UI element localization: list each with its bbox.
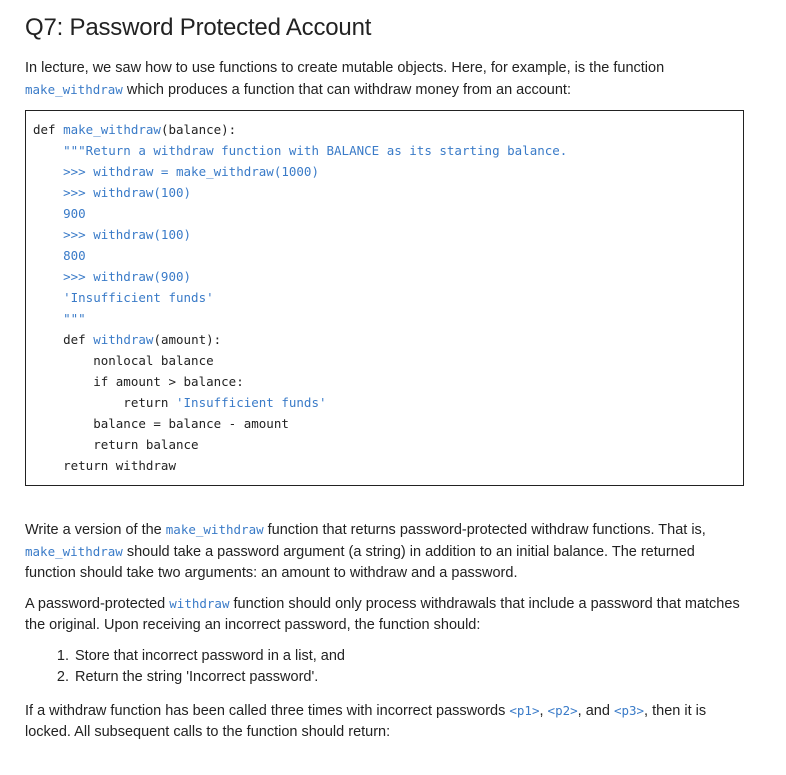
p4-code-p1: <p1> xyxy=(509,703,540,718)
code-token: withdraw xyxy=(93,332,154,347)
code-token: return withdraw xyxy=(33,458,176,473)
code-line xyxy=(33,161,743,182)
code-line xyxy=(33,329,743,350)
p2-text-c: should take a password argument (a string) in addition to an initial balance. The returned function should take two arguments: an amount to withdraw and a password. xyxy=(25,544,695,581)
intro-text-after: which produces a function that can withdraw money from an account: xyxy=(122,82,571,98)
code-token: 900 xyxy=(33,206,86,221)
intro-code-make-withdraw: make_withdraw xyxy=(25,82,123,97)
list-item: 1. Store that incorrect password in a list, and xyxy=(73,646,345,667)
code-line xyxy=(33,350,743,371)
code-line xyxy=(33,182,743,203)
code-token: return balance xyxy=(33,437,199,452)
code-line xyxy=(33,266,743,287)
code-token: >>> withdraw(100) xyxy=(33,227,192,242)
code-token: (amount): xyxy=(153,332,222,347)
code-line xyxy=(33,287,743,308)
code-line xyxy=(33,224,743,245)
p4-text-b: , xyxy=(539,703,548,719)
incorrect-password-steps-list xyxy=(25,646,345,688)
p3-text-a: A password-protected xyxy=(25,596,170,612)
list-item: 2. Return the string 'Incorrect password'. xyxy=(73,667,345,688)
code-line xyxy=(33,392,743,413)
code-token: >>> withdraw(900) xyxy=(33,269,192,284)
code-block xyxy=(25,110,744,486)
code-token: nonlocal balance xyxy=(33,353,214,368)
instructions-paragraph xyxy=(25,519,747,584)
lockout-paragraph xyxy=(25,700,747,743)
code-line xyxy=(33,455,743,476)
code-line xyxy=(33,434,743,455)
p4-code-p3: <p3> xyxy=(613,703,645,718)
code-token: return xyxy=(33,395,176,410)
code-token: make_withdraw xyxy=(63,122,161,137)
code-line xyxy=(33,245,743,266)
p4-text-c: , and xyxy=(577,703,614,719)
code-token: def xyxy=(33,122,64,137)
p2-code-make-withdraw-2: make_withdraw xyxy=(25,544,123,559)
code-token: 800 xyxy=(33,248,86,263)
p2-text-a: Write a version of the xyxy=(25,522,166,538)
code-line xyxy=(33,203,743,224)
code-line xyxy=(33,119,743,140)
p4-text-d: , then it is locked. All subsequent calls to the function should return: xyxy=(25,703,707,740)
withdraw-behavior-paragraph xyxy=(25,593,747,636)
code-token: >>> withdraw = make_withdraw(1000) xyxy=(33,164,319,179)
code-line xyxy=(33,140,743,161)
code-token: if amount > balance: xyxy=(33,374,244,389)
code-token: """ xyxy=(33,311,86,326)
p4-code-p2: <p2> xyxy=(547,703,578,718)
p3-text-b: function should only process withdrawals that include a password that matches the original. Upon receiving an incorrect password, the function should: xyxy=(25,596,740,633)
code-token: def xyxy=(33,332,94,347)
code-line xyxy=(33,308,743,329)
code-line xyxy=(33,413,743,434)
intro-paragraph xyxy=(25,58,747,101)
code-token: 'Insufficient funds' xyxy=(33,290,214,305)
code-token: """Return a withdraw function with BALANCE as its starting balance. xyxy=(33,143,568,158)
p2-code-make-withdraw-1: make_withdraw xyxy=(165,522,264,537)
p3-code-withdraw: withdraw xyxy=(169,596,230,611)
code-line xyxy=(33,371,743,392)
code-token: 'Insufficient funds' xyxy=(176,395,327,410)
question-heading: Q7: Password Protected Account xyxy=(25,14,372,41)
intro-text-before: In lecture, we saw how to use functions to create mutable objects. Here, for example, is the function xyxy=(25,60,665,76)
code-content xyxy=(26,111,743,476)
code-token: (balance): xyxy=(160,122,237,137)
p4-text-a: If a withdraw function has been called three times with incorrect passwords xyxy=(25,703,510,719)
code-token: balance = balance - amount xyxy=(33,416,289,431)
code-token: >>> withdraw(100) xyxy=(33,185,192,200)
p2-text-b: function that returns password-protected withdraw functions. That is, xyxy=(263,522,706,538)
